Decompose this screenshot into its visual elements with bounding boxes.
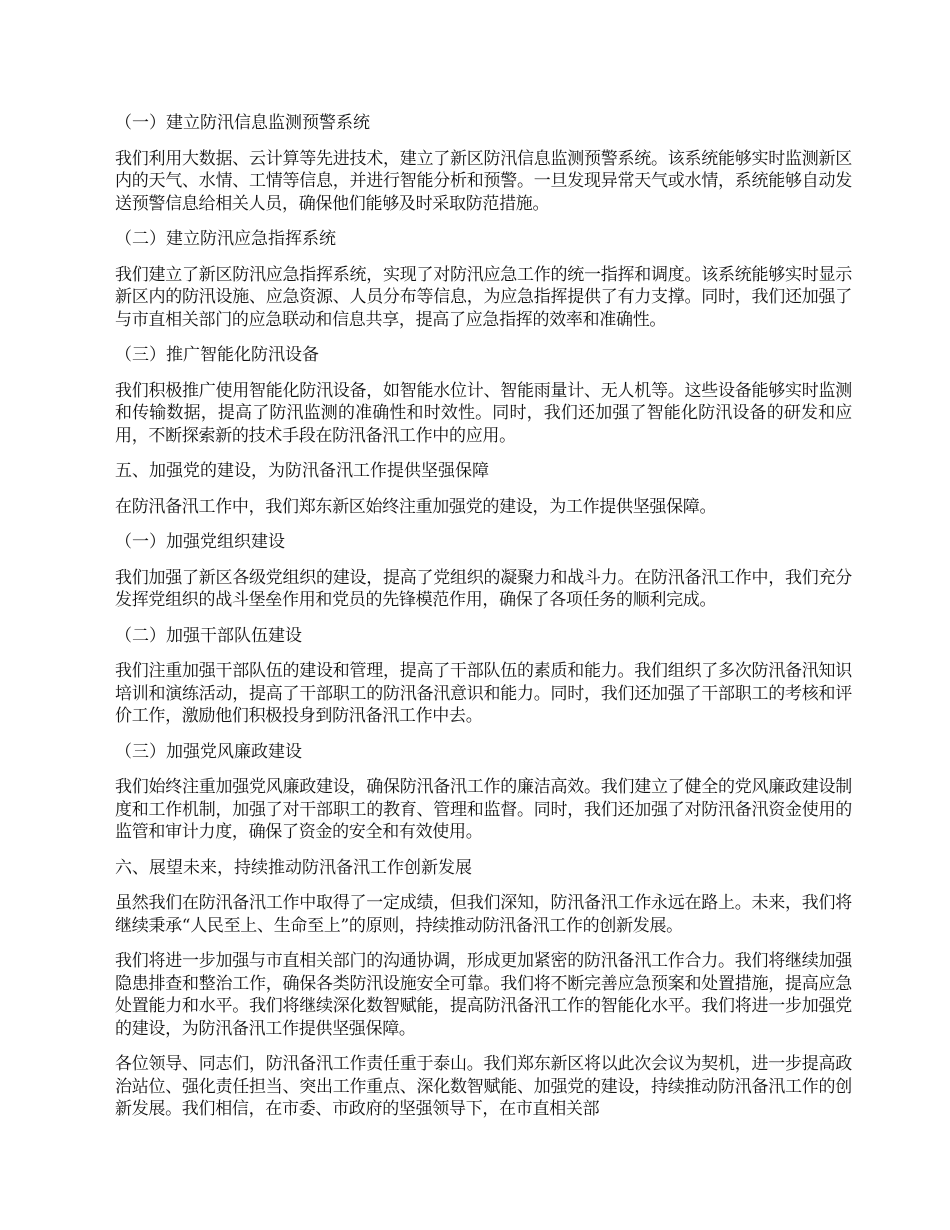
paragraph-smart-equipment: 我们积极推广使用智能化防汛设备，如智能水位计、智能雨量计、无人机等。这些设备能够实时监测和传输数据，提高了防汛监测的准确性和时效性。同时，我们还加强了智能化防汛设备的研发和应用，不断探索新的技术手段在防汛备汛工作中的应用。	[115, 380, 852, 446]
section-heading-smart-equipment: （三）推广智能化防汛设备	[115, 345, 319, 365]
paragraph-emergency-command: 我们建立了新区防汛应急指挥系统，实现了对防汛应急工作的统一指挥和调度。该系统能够实时显示新区内的防汛设施、应急资源、人员分布等信息，为应急指挥提供了有力支撑。同时，我们还加强了与市直相关部门的应急联动和信息共享，提高了应急指挥的效率和准确性。	[115, 264, 852, 330]
paragraph-party-organization: 我们加强了新区各级党组织的建设，提高了党组织的凝聚力和战斗力。在防汛备汛工作中，我们充分发挥党组织的战斗堡垒作用和党员的先锋模范作用，确保了各项任务的顺利完成。	[115, 567, 852, 610]
chapter-heading-party-building: 五、加强党的建设，为防汛备汛工作提供坚强保障	[115, 461, 489, 481]
paragraph-future-outlook: 虽然我们在防汛备汛工作中取得了一定成绩，但我们深知，防汛备汛工作永远在路上。未来，我们将继续秉承“人民至上、生命至上”的原则，持续推动防汛备汛工作的创新发展。	[115, 893, 852, 936]
document-page	[115, 112, 852, 1134]
section-heading-monitoring-system: （一）建立防汛信息监测预警系统	[115, 113, 370, 133]
section-heading-cadre-team: （二）加强干部队伍建设	[115, 625, 302, 646]
paragraph-closing-remarks: 各位领导、同志们，防汛备汛工作责任重于泰山。我们郑东新区将以此次会议为契机，进一步提高政治站位、强化责任担当、突出工作重点、深化数智赋能、加强党的建设，持续推动防汛备汛工作的创新发展。我们相信，在市委、市政府的坚强领导下，在市直相关部	[115, 1054, 852, 1119]
paragraph-clean-governance: 我们始终注重加强党风廉政建设，确保防汛备汛工作的廉洁高效。我们建立了健全的党风廉政建设制度和工作机制，加强了对干部职工的教育、管理和监督。同时，我们还加强了对防汛备汛资金使用的监管和审计力度，确保了资金的安全和有效使用。	[115, 777, 852, 842]
section-heading-emergency-command: （二）建立防汛应急指挥系统	[115, 229, 336, 249]
paragraph-party-building-intro: 在防汛备汛工作中，我们郑东新区始终注重加强党的建设，为工作提供坚强保障。	[115, 496, 717, 517]
paragraph-monitoring-system: 我们利用大数据、云计算等先进技术，建立了新区防汛信息监测预警系统。该系统能够实时监测新区内的天气、水情、工情等信息，并进行智能分析和预警。一旦发现异常天气或水情，系统能够自动发送预警信息给相关人员，确保他们能够及时采取防范措施。	[115, 148, 852, 214]
chapter-heading-future-outlook: 六、展望未来，持续推动防汛备汛工作创新发展	[115, 857, 472, 878]
section-heading-party-organization: （一）加强党组织建设	[115, 532, 285, 552]
paragraph-cadre-team: 我们注重加强干部队伍的建设和管理，提高了干部队伍的素质和能力。我们组织了多次防汛备汛知识培训和演练活动，提高了干部职工的防汛备汛意识和能力。同时，我们还加强了干部职工的考核和评价工作，激励他们积极投身到防汛备汛工作中去。	[115, 661, 852, 726]
paragraph-future-measures: 我们将进一步加强与市直相关部门的沟通协调，形成更加紧密的防汛备汛工作合力。我们将继续加强隐患排查和整治工作，确保各类防汛设施安全可靠。我们将不断完善应急预案和处置措施，提高应急处置能力和水平。我们将继续深化数智赋能，提高防汛备汛工作的智能化水平。我们将进一步加强党的建设，为防汛备汛工作提供坚强保障。	[115, 951, 852, 1039]
section-heading-clean-governance: （三）加强党风廉政建设	[115, 741, 302, 762]
